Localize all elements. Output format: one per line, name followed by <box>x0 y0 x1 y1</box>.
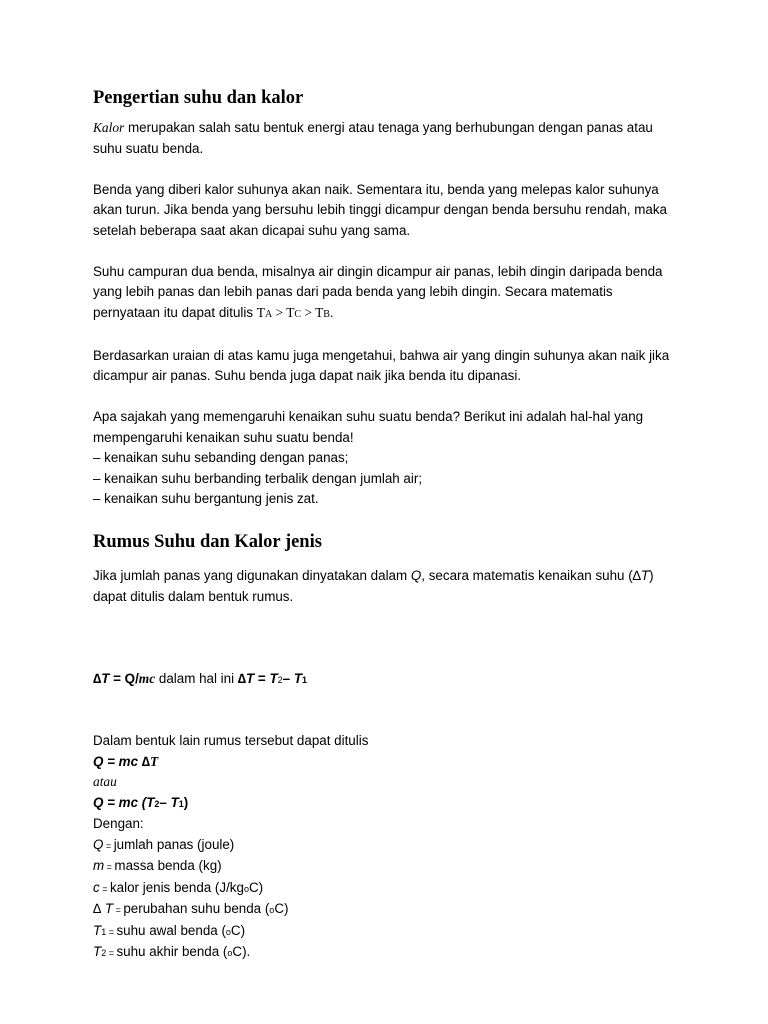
formula-block <box>93 731 683 964</box>
formula-delta-t: ∆T = Q/mc dalam hal ini ∆T = T2– T1 <box>93 670 308 686</box>
formula-atau: atau <box>93 774 117 789</box>
paragraph-benda-kalor: Benda yang diberi kalor suhunya akan naik. Sementara itu, benda yang melepas kalor suhunya akan turun. Jika benda yang bersuhu lebih tinggi dicampur dengan benda bersuhu rendah, maka setelah beberapa saat akan dicapai suhu yang sama. <box>93 181 667 238</box>
paragraph-berdasarkan: Berdasarkan uraian di atas kamu juga mengetahui, bahwa air yang dingin suhunya akan naik jika dicampur air panas. Suhu benda juga dapat naik jika benda itu dipanasi. <box>93 347 670 383</box>
term-kalor: Kalor <box>93 120 125 135</box>
definition-delta-t: ∆ T = perubahan suhu benda (oC) <box>93 901 289 916</box>
definition-q: Q = jumlah panas (joule) <box>93 836 235 852</box>
formula-intro: Dalam bentuk lain rumus tersebut dapat ditulis <box>93 733 369 748</box>
list-item: – kenaikan suhu bergantung jenis zat. <box>93 491 319 506</box>
paragraph-faktor-kenaikan <box>93 407 683 510</box>
formula-q-mc-dt: Q = mc ∆T <box>93 753 159 769</box>
definition-c: c = kalor jenis benda (J/kgoC) <box>93 879 264 895</box>
list-item: – kenaikan suhu sebanding dengan panas; <box>93 450 349 465</box>
formula-q-mc-t2-t1: Q = mc (T2– T1) <box>93 794 189 810</box>
paragraph-intro: Apa sajakah yang memengaruhi kenaikan suhu suatu benda? Berikut ini adalah hal-hal yang mempengaruhi kenaikan suhu suatu benda! <box>93 409 644 445</box>
spacer <box>93 690 683 731</box>
paragraph-jumlah-panas: Jika jumlah panas yang digunakan dinyatakan dalam Q, secara matematis kenaikan suhu (∆T) dapat ditulis dalam bentuk rumus. <box>93 568 654 604</box>
definition-t1: T1 = suhu awal benda (oC) <box>93 922 246 938</box>
definition-m: m = massa benda (kg) <box>93 858 222 873</box>
dengan-label: Dengan: <box>93 816 144 831</box>
list-item: – kenaikan suhu berbanding terbalik dengan jumlah air; <box>93 470 423 486</box>
heading-pengertian: Pengertian suhu dan kalor <box>93 88 304 108</box>
definition-t2: T2 = suhu akhir benda (oC). <box>93 944 251 959</box>
paragraph-text: merupakan salah satu bentuk energi atau tenaga yang berhubungan dengan panas atau suhu suatu benda. <box>93 120 653 156</box>
equation-ta-tc-tb: TA > TC > TB. <box>256 304 334 320</box>
paragraph-suhu-campuran <box>93 262 683 326</box>
paragraph-kalor-definition <box>93 118 683 159</box>
spacer <box>93 628 683 669</box>
heading-rumus: Rumus Suhu dan Kalor jenis <box>93 532 322 552</box>
paragraph-text: Suhu campuran dua benda, misalnya air dingin dicampur air panas, lebih dingin daripada benda yang lebih panas dan lebih panas dari pada benda yang lebih dingin. Secara matematis pernyataan itu dapat ditulis <box>93 263 663 320</box>
document-content <box>93 86 683 964</box>
